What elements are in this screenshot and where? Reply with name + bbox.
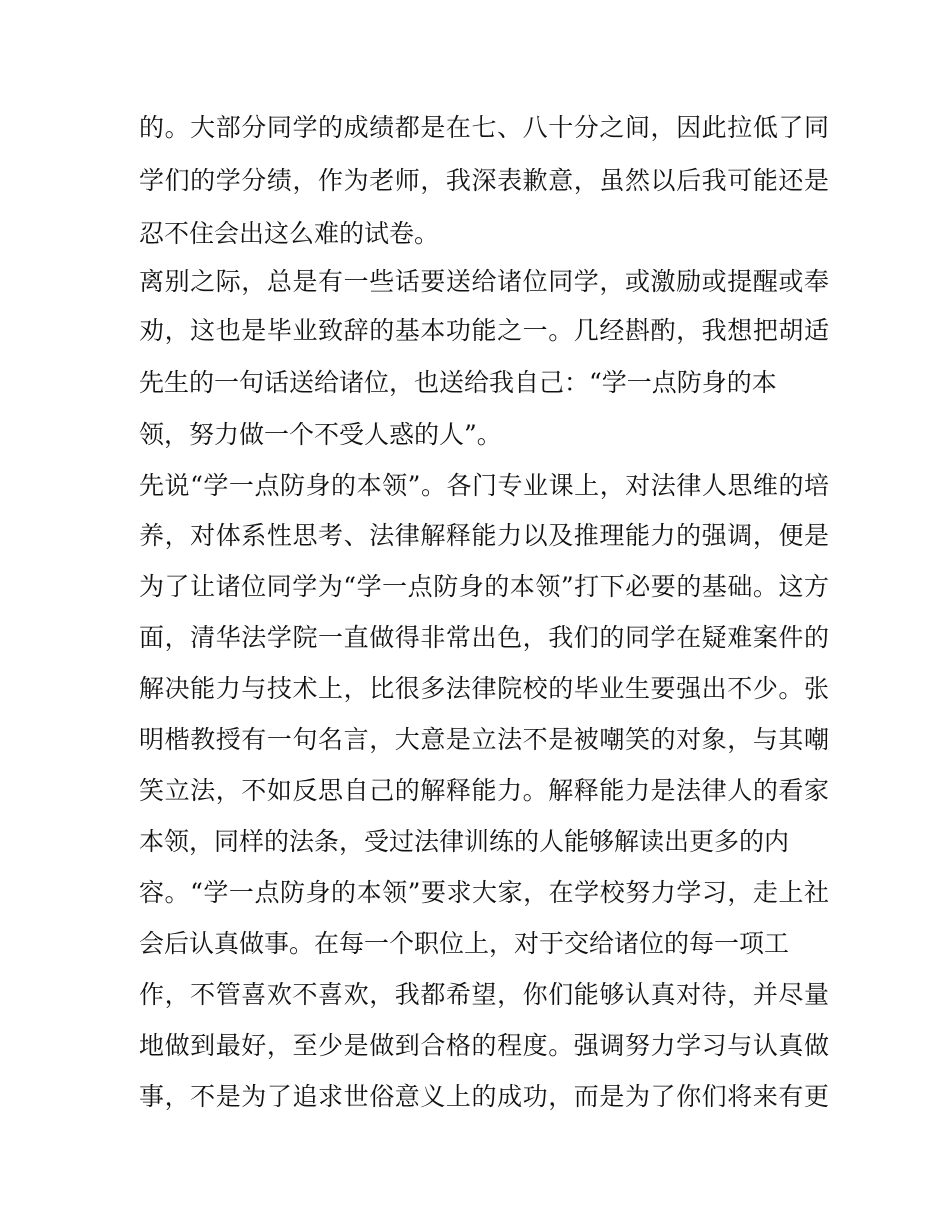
text-line-13: 明楷教授有一句名言，大意是立法不是被嘲笑的对象，与其嘲 (139, 725, 829, 754)
text-line-16: 容。“学一点防身的本领”要求大家，在学校努力学习，走上社 (139, 878, 829, 907)
text-line-6: 先生的一句话送给诸位，也送给我自己：“学一点防身的本 (139, 368, 777, 397)
text-line-8: 先说“学一点防身的本领”。各门专业课上，对法律人思维的培 (139, 471, 829, 500)
text-line-10: 为了让诸位同学为“学一点防身的本领”打下必要的基础。这方 (139, 572, 829, 601)
text-line-14: 笑立法，不如反思自己的解释能力。解释能力是法律人的看家 (139, 776, 829, 805)
text-line-19: 地做到最好，至少是做到合格的程度。强调努力学习与认真做 (139, 1031, 829, 1060)
text-line-15: 本领，同样的法条，受过法律训练的人能够解读出更多的内 (139, 827, 790, 856)
text-line-5: 劝，这也是毕业致辞的基本功能之一。几经斟酌，我想把胡适 (139, 316, 829, 345)
text-line-7: 领，努力做一个不受人惑的人”。 (139, 420, 502, 449)
text-line-9: 养，对体系性思考、法律解释能力以及推理能力的强调，便是 (139, 521, 829, 550)
text-line-12: 解决能力与技术上，比很多法律院校的毕业生要强出不少。张 (139, 674, 829, 703)
text-line-17: 会后认真做事。在每一个职位上，对于交给诸位的每一项工 (139, 929, 790, 958)
text-line-20: 事，不是为了追求世俗意义上的成功，而是为了你们将来有更 (139, 1082, 829, 1111)
text-line-3: 忍不住会出这么难的试卷。 (139, 219, 440, 248)
text-line-11: 面，清华法学院一直做得非常出色，我们的同学在疑难案件的 (139, 623, 829, 652)
text-line-18: 作，不管喜欢不喜欢，我都希望，你们能够认真对待，并尽量 (139, 980, 829, 1009)
text-line-1: 的。大部分同学的成绩都是在七、八十分之间，因此拉低了同 (139, 113, 829, 142)
text-line-4: 离别之际，总是有一些话要送给诸位同学，或激励或提醒或奉 (139, 267, 829, 296)
text-line-2: 学们的学分绩，作为老师，我深表歉意，虽然以后我可能还是 (139, 166, 829, 195)
